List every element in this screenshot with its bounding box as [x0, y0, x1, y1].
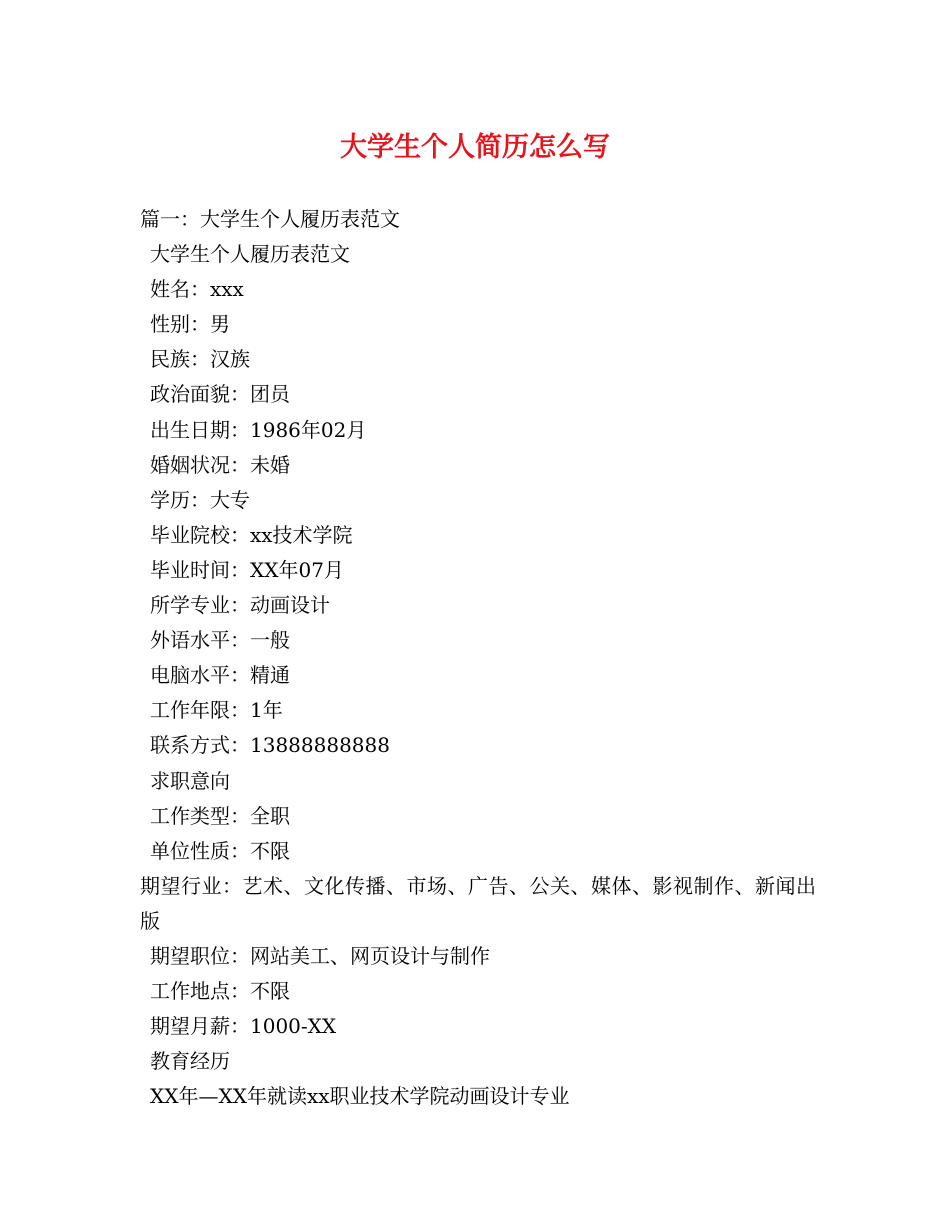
document-title: 大学生个人简历怎么写: [340, 132, 610, 163]
section-education: 教育经历: [150, 1049, 230, 1074]
field-work-years: 工作年限：1年: [150, 698, 283, 723]
field-company-type: 单位性质：不限: [150, 838, 290, 863]
field-expected-salary: 期望月薪：1000-XX: [150, 1014, 337, 1039]
field-contact: 联系方式：13888888888: [150, 733, 390, 758]
field-name: 姓名：xxx: [150, 277, 244, 302]
field-birth-date: 出生日期：1986年02月: [150, 417, 367, 442]
field-expected-industry: 期望行业：艺术、文化传播、市场、广告、公关、媒体、影视制作、新闻出版: [140, 873, 817, 933]
field-computer-skill: 电脑水平：精通: [150, 663, 290, 688]
field-gender: 性别：男: [150, 312, 230, 337]
field-political-status: 政治面貌：团员: [150, 382, 290, 407]
section-job-intention: 求职意向: [150, 768, 230, 793]
education-entry: XX年—XX年就读xx职业技术学院动画设计专业: [150, 1084, 570, 1109]
field-graduation-date: 毕业时间：XX年07月: [150, 557, 344, 582]
field-ethnicity: 民族：汉族: [150, 347, 250, 372]
field-work-location: 工作地点：不限: [150, 979, 290, 1004]
field-school: 毕业院校：xx技术学院: [150, 522, 353, 547]
field-expected-position: 期望职位：网站美工、网页设计与制作: [150, 943, 490, 968]
field-job-type: 工作类型：全职: [150, 803, 290, 828]
resume-title: 大学生个人履历表范文: [150, 242, 350, 267]
document-body: [140, 202, 820, 1114]
field-major: 所学专业：动画设计: [150, 593, 330, 618]
field-foreign-language: 外语水平：一般: [150, 628, 290, 653]
field-education-level: 学历：大专: [150, 487, 250, 512]
section-heading: 篇一：大学生个人履历表范文: [140, 207, 400, 231]
field-marital-status: 婚姻状况：未婚: [150, 452, 290, 477]
